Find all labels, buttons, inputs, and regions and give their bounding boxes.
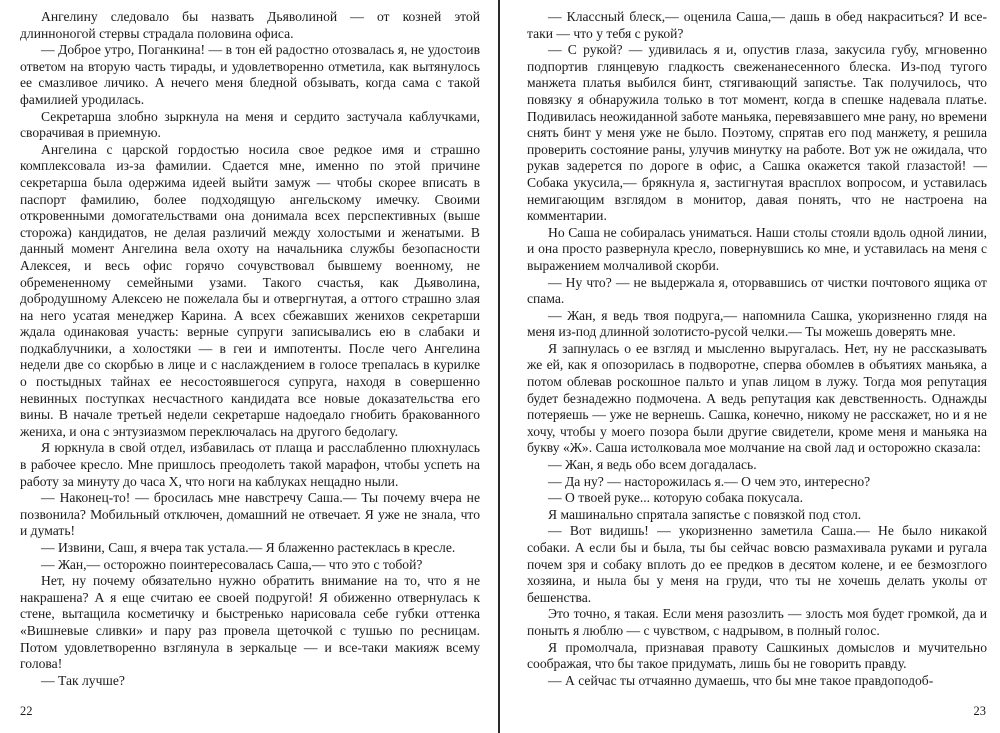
paragraph: Но Саша не собиралась униматься. Наши столы стояли вдоль одной линии, и она просто развернула кресло, повернувшись ко мне, и уставилась на меня с выражением молчаливой скорби. — [527, 224, 987, 273]
paragraph: — О твоей руке... которую собака покусала. — [548, 490, 803, 506]
paragraph: Я юркнула в свой отдел, избавилась от плаща и расслабленно плюхнулась в рабочее кресло. Мне пришлось преодолеть такой марафон, чтобы успеть на работу за минуту до часа Х, что ноги на каблуках нещадно ныли. — [20, 440, 480, 489]
page-number: 23 — [973, 704, 986, 718]
right-page — [500, 0, 1000, 733]
left-page-text — [20, 9, 480, 689]
paragraph: — Вот видишь! — укоризненно заметила Саша.— Не было никакой собаки. А если бы и была, ты бы сейчас вовсю размахивала руками и ругала почем зря и собаку вплоть до ее предков в десятом колене, и ее безмозглого хозяина, и ныла бы у меня на груди, что ты не хочешь делать уколы от бешенства. — [527, 523, 987, 605]
paragraph: — Жан, я ведь обо всем догадалась. — [548, 457, 757, 473]
right-page-text — [527, 9, 987, 689]
paragraph: — Доброе утро, Поганкина! — в тон ей радостно отозвалась я, не удостоив ответом на вторую часть тирады, и удовлетворенно отметила, как вытянулось ее смазливое личико. А нечего меня бледной обзывать, когда сама с такой фамилией уродилась. — [20, 42, 480, 107]
paragraph: — Ну что? — не выдержала я, оторвавшись от чистки почтового ящика от спама. — [527, 274, 987, 307]
paragraph: Ангелину следовало бы назвать Дьяволиной — от козней этой длинноногой стервы страдала половина офиса. — [20, 9, 480, 41]
paragraph: Секретарша злобно зыркнула на меня и сердито застучала каблучками, сворачивая в приемную. — [20, 108, 480, 141]
paragraph: Нет, ну почему обязательно нужно обратить внимание на то, что я не накрашена? А я еще считаю ее своей подругой! Я обиженно отвернулась к стене, вытащила косметичку и быстренько нарисовала себе губки оттенка «Вишневые сливки» и пару раз провела щеточкой с тушью по ресницам. Потом удовлетворенно взглянула в зеркальце — и все-таки макияж всему голова! — [20, 573, 480, 672]
paragraph: — С рукой? — удивилась я и, опустив глаза, закусила губу, мгновенно подпортив глянцевую гладкость свеженанесенного блеска. Из-под тугого манжета платья выбился бинт, стягивающий запястье. Так получилось, что повязку я обнаружила только в тот момент, когда в спешке надевала платье. Подивилась неожиданной заботе маньяка, перевязавшего мне рану, но времени снять бинт у меня уже не было. Поэтому, спрятав его под манжету, я решила проверить состояние раны, улучив минутку на работе. Вот уж не ожидала, что рукав задерется по дороге в офис, а Сашка окажется такой глазастой! — Собака укусила,— брякнула я, застигнутая врасплох вопросом, и уставилась немигающим взглядом в монитор, давая понять, что не настроена на комментарии. — [527, 42, 987, 224]
paragraph: Я промолчала, признавая правоту Сашкиных домыслов и мучительно соображая, что бы такое придумать, лишь бы не говорить правду. — [527, 639, 987, 672]
paragraph: Я запнулась о ее взгляд и мысленно выругалась. Нет, ну не рассказывать же ей, как я опозорилась в подворотне, сперва обомлев в объятиях маньяка, а потом облевав роскошное пальто и упав лицом в лужу. Тогда моя репутация будет безнадежно подмочена. А ведь репутация как девственность. Однажды потеряешь — уже не вернешь. Сашка, конечно, никому не расскажет, но и я не хочу, чтобы у моего позора были другие свидетели, кроме меня и маньяка на букву «Ж». Саша истолковала мое молчание на свой лад и осторожно сказала: — [527, 340, 987, 456]
paragraph: — Наконец-то! — бросилась мне навстречу Саша.— Ты почему вчера не позвонила? Мобильный отключен, домашний не отвечает. Я уже не знала, что и думать! — [20, 490, 480, 539]
left-page — [0, 0, 498, 733]
paragraph: — Так лучше? — [41, 672, 125, 688]
paragraph: — Жан, я ведь твоя подруга,— напомнила Сашка, укоризненно глядя на меня из-под длинной золотисто-русой челки.— Ты можешь доверять мне. — [527, 307, 987, 340]
paragraph: — Да ну? — насторожилась я.— О чем это, интересно? — [548, 473, 871, 489]
page-number: 22 — [20, 704, 33, 718]
paragraph: Ангелина с царской гордостью носила свое редкое имя и страшно комплексовала из-за фамилии. Сдается мне, именно по этой причине секретарша была одержима идеей выйти замуж — чтобы скорее вписать в паспорт фамилию, более подходящую ангельскому имечку. Своими откровенными домогательствами она донимала всех перспективных (выше сторожа) кандидатов, не делая различий между холостыми и женатыми. В данный момент Ангелина вела охоту на начальника службы безопасности Алексея, и весь офис горячо сочувствовал бывшему военному, не обремененному семейными узами. Такого счастья, как Дьяволина, добродушному Алексею не пожелала бы и отвергнутая, а оттого страшно злая на него усатая менеджер Карина. А всех сбежавших женихов секретарши ждала одинаковая участь: верные супруги записывались ею в слабаки и подкаблучники, а холостяки — в геи и импотенты. После чего Ангелина недели две со скорбью в лице и с наслаждением в голосе трепалась в курилке о постыдных тайнах ее несостоявшегося супруга, находя в совершенно невинных поступках несчастного кандидата все новые доказательства его вины. В начале третьей недели секретарше надоедало гнобить бракованного жениха, и она с энтузиазмом переключалась на другого бедолагу. — [20, 141, 480, 439]
paragraph: — Жан,— осторожно поинтересовалась Саша,— что это с тобой? — [41, 556, 423, 572]
paragraph: Это точно, я такая. Если меня разозлить — злость моя будет громкой, да и поныть я люблю — с чувством, с надрывом, в полный голос. — [527, 606, 987, 638]
paragraph: — Классный блеск,— оценила Саша,— дашь в обед накраситься? И все-таки — что у тебя с рукой? — [527, 9, 987, 41]
paragraph: — Извини, Саш, я вчера так устала.— Я блаженно растеклась в кресле. — [41, 540, 456, 555]
paragraph: Я машинально спрятала запястье с повязкой под стол. — [548, 506, 862, 522]
paragraph: — А сейчас ты отчаянно думаешь, что бы мне такое правдоподоб- — [548, 672, 934, 688]
